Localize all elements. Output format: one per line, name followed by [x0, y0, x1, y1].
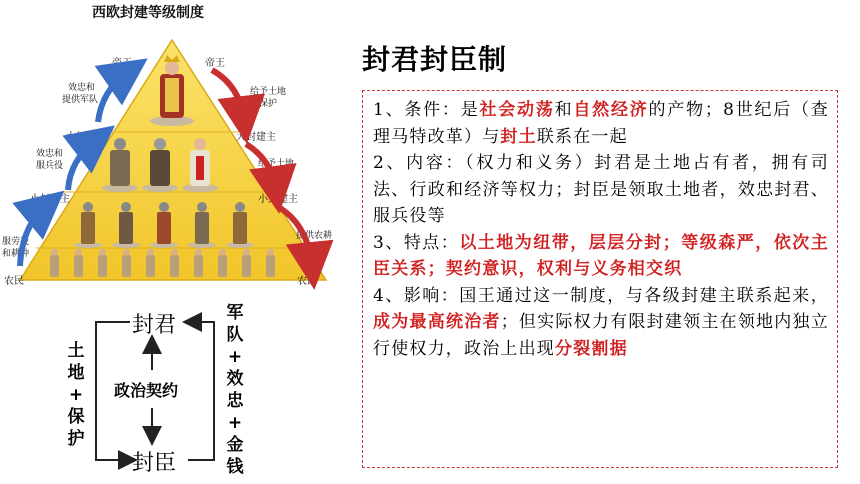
level-great-lord-left: 大封建主	[66, 132, 106, 143]
political-contract-label: 政治契约	[114, 381, 179, 400]
left-label-bottom-1: 服劳役	[2, 237, 30, 247]
item-condition	[373, 97, 829, 150]
item1-text-2: 和	[554, 100, 574, 120]
land-protection-vertical: 土 地 + 保 护	[67, 341, 85, 449]
item4-highlight-supreme-ruler: 成为最高统治者	[373, 312, 501, 332]
item1-highlight-natural-economy: 自然经济	[573, 100, 649, 120]
level-great-lord-right: 大封建主	[236, 132, 276, 143]
right-label-mid-1: 给予土地	[258, 159, 295, 169]
level-small-lord-right: 小封建主	[258, 194, 298, 205]
right-label-top-1: 给予土地	[250, 87, 287, 97]
item4-text-1: 4、影响：国王通过这一制度，与各级封建主联系起来，	[373, 285, 829, 306]
level-king-right: 帝王	[205, 58, 225, 69]
item4-text-2: ；但实际权力有限封建领主在领地内独立行使权力，政治上出现	[373, 312, 829, 359]
left-label-mid-2: 服兵役	[36, 161, 64, 171]
item1-highlight-social-unrest: 社会动荡	[479, 100, 555, 120]
item-impact	[373, 283, 829, 363]
item4-highlight-fragmentation: 分裂割据	[555, 338, 628, 359]
pyramid-title: 西欧封建等级制度	[92, 5, 204, 21]
right-label-bottom-1: 提供农耕	[296, 231, 333, 241]
item-features	[373, 230, 829, 283]
item3-highlight: 以土地为纽带，层层分封；等级森严，依次主臣关系；契约意识，权利与义务相交织	[373, 232, 829, 279]
level-peasant-left: 农民	[4, 276, 24, 287]
vassal-label: 封臣	[132, 451, 177, 476]
item1-highlight-fief: 封土	[500, 126, 537, 147]
item-content	[373, 150, 829, 230]
feudal-pyramid-illustration	[0, 22, 345, 297]
level-king-left: 帝王	[112, 58, 132, 69]
right-label-bottom-2: 土地	[300, 243, 319, 253]
left-label-top-1: 效忠和	[68, 83, 96, 93]
great-lord-figures	[102, 138, 218, 192]
army-loyalty-money-vertical: 军 队 + 效 忠 + 金 钱	[226, 303, 244, 477]
left-label-top-2: 提供军队	[62, 95, 99, 105]
right-label-mid-2: 和保护	[258, 171, 286, 181]
left-label-mid-1: 效忠和	[36, 149, 64, 159]
item1-text-4: 联系在一起	[536, 126, 628, 147]
item1-text-1: 1、条件：是	[373, 100, 480, 120]
right-label-top-2: 和保护	[250, 99, 278, 109]
up-arrow-icon	[98, 72, 128, 122]
lord-label: 封君	[132, 313, 177, 338]
left-label-bottom-2: 和耕种	[2, 249, 30, 259]
level-peasant-right: 农民	[297, 276, 317, 287]
item1-text-3: 的产物；8世纪后（查理马特改革）与	[373, 100, 829, 147]
panel-title: 封君封臣制	[362, 43, 508, 76]
item3-text: 3、特点：	[373, 232, 460, 253]
item2-text: 2、内容：（权力和义务）封君是土地占有者，拥有司法、行政和经济等权力；封臣是领取土地者，效忠封君、服兵役等	[373, 153, 829, 226]
level-small-lord-left: 小封建主	[30, 194, 70, 205]
content-panel	[362, 90, 838, 468]
